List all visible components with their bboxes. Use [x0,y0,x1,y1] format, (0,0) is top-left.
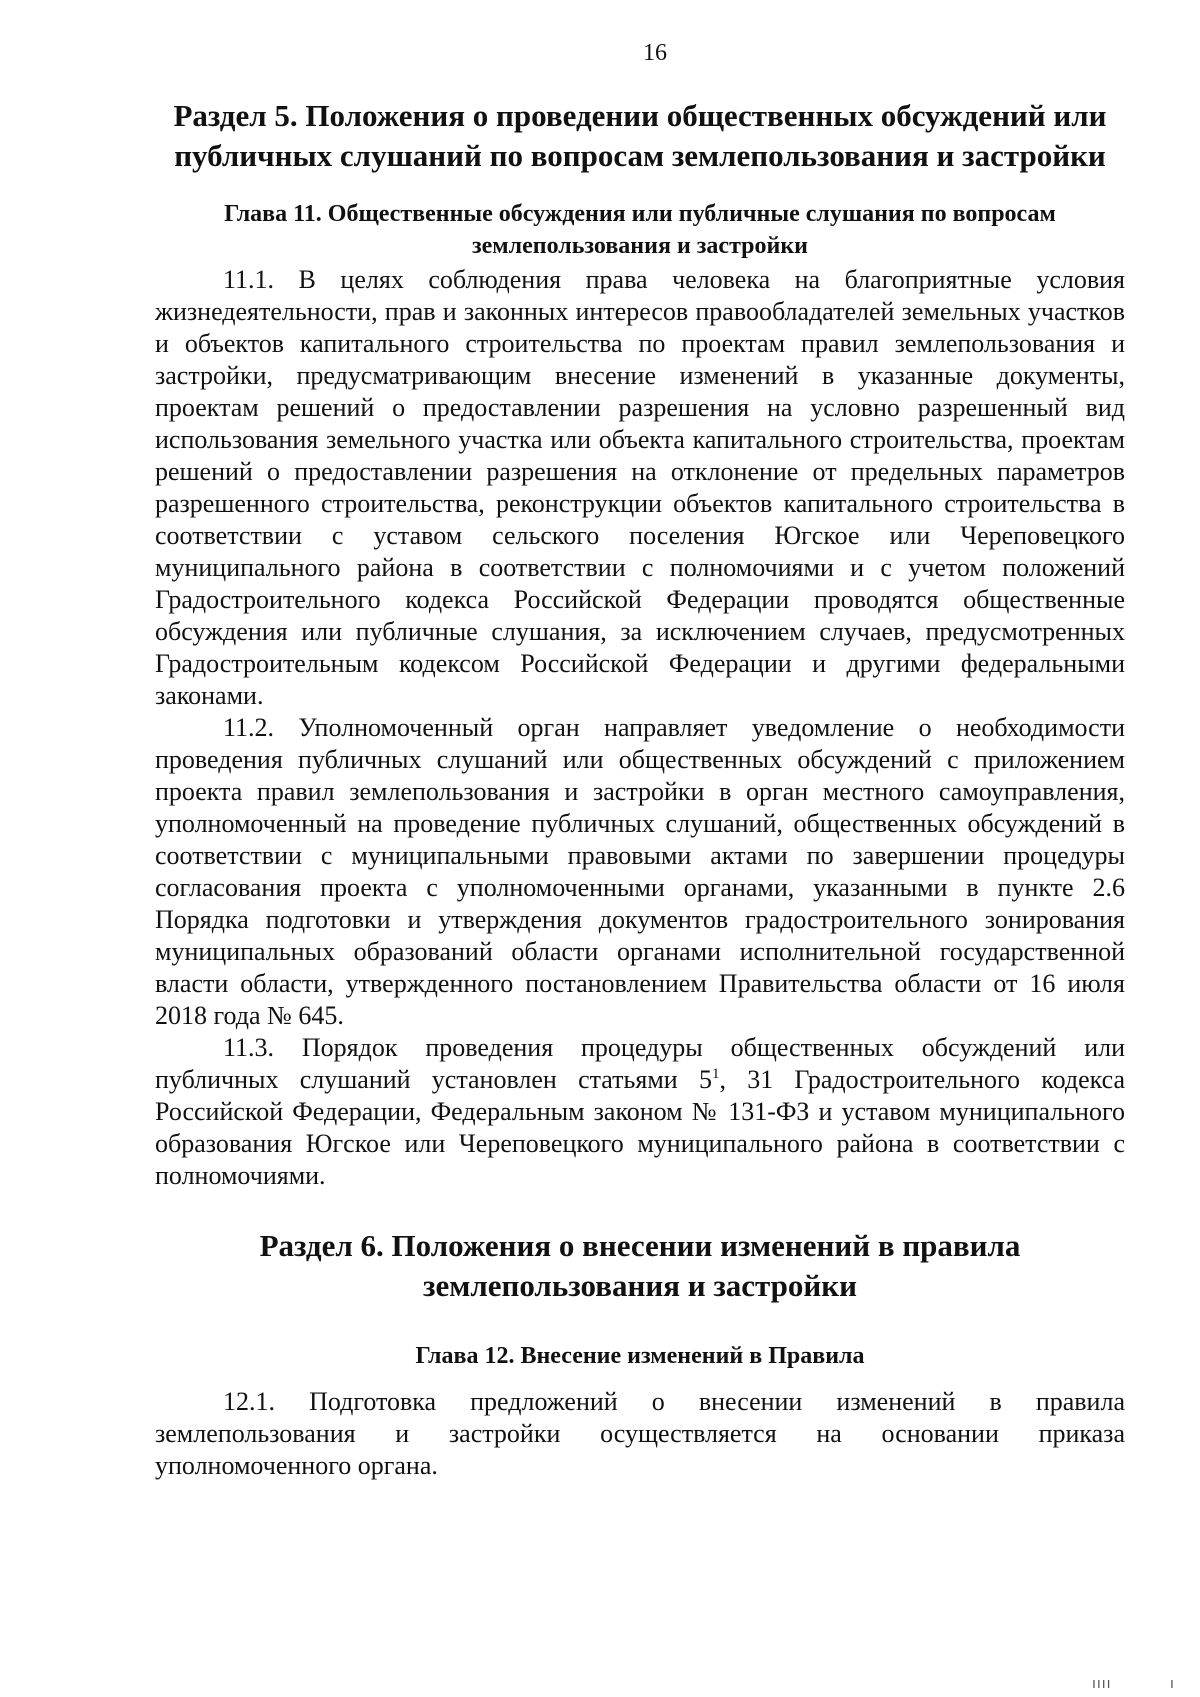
chapter-11-title: Глава 11. Общественные обсуждения или публичные слушания по вопросам землепользования и застройки [224,201,1056,259]
scan-mark-right: ı [1170,1676,1175,1692]
chapter-12-title: Глава 12. Внесение изменений в Правила [415,1343,865,1369]
section-6-title: Раздел 6. Положения о внесении изменений в правила землепользования и застройки [259,1228,1021,1303]
section-5-title: Раздел 5. Положения о проведении общественных обсуждений или публичных слушаний по вопросам землепользования и застройки [173,98,1107,173]
paragraph-11-3-text-end: , 31 Градостроительного кодекса Российской Федерации, Федеральным законом № 131-ФЗ и уставом муниципального образования Югское или Череповецкого муниципального района в соответствии с полномочиями. [155,1065,1125,1190]
paragraph-11-3-text-start: 11.3. Порядок проведения процедуры общественных обсуждений или публичных слушаний установлен статьями 5 [155,1033,1125,1094]
paragraph-11-2: 11.2. Уполномоченный орган направляет уведомление о необходимости проведения публичных слушаний или общественных обсуждений с приложением проекта правил землепользования и застройки в орган местного самоуправления, уполномоченный на проведение публичных слушаний, общественных обсуждений в соответствии с муниципальными правовыми актами по завершении процедуры согласования проекта с уполномоченными органами, указанными в пункте 2.6 Порядка подготовки и утверждения документов градостроительного зонирования муниципальных образований области органами исполнительной государственной власти области, утвержденного постановлением Правительства области от 16 июля 2018 года № 645. [155,713,1125,1030]
paragraph-11-1: 11.1. В целях соблюдения права человека на благоприятные условия жизнедеятельности, прав и законных интересов правообладателей земельных участков и объектов капитального строительства по проектам правил землепользования и застройки, предусматривающим внесение изменений в указанные документы, проектам решений о предоставлении разрешения на условно разрешенный вид использования земельного участка или объекта капитального строительства, проектам решений о предоставлении разрешения на отклонение от предельных параметров разрешенного строительства, реконструкции объектов капитального строительства в соответствии с уставом сельского поселения Югское или Череповецкого муниципального района в соответствии с полномочиями и с учетом положений Градостроительного кодекса Российской Федерации проводятся общественные обсуждения или публичные слушания, за исключением случаев, предусмотренных Градостроительным кодексом Российской Федерации и другими федеральными законами. [155,265,1125,710]
page-number: 16 [643,40,667,66]
paragraph-11-3 [155,1032,1125,1192]
superscript-marker: 1 [711,1066,720,1082]
paragraph-12-1: 12.1. Подготовка предложений о внесении изменений в правила землепользования и застройки осуществляется на основании приказа уполномоченного органа. [155,1387,1125,1480]
document-body [155,96,1125,1482]
scan-mark-left: ıııı [1092,1676,1112,1692]
